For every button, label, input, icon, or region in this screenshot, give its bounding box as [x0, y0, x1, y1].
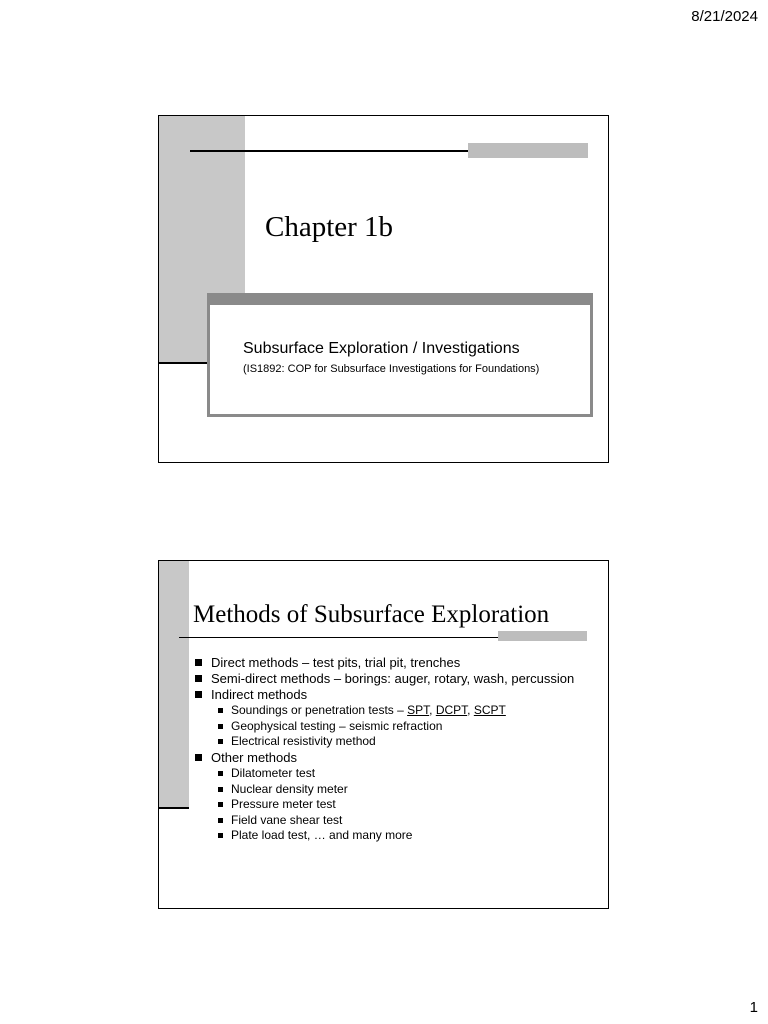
scpt-link[interactable]: SCPT	[473, 703, 506, 717]
geophysical-text: Geophysical testing – seismic refraction	[231, 718, 443, 733]
list-item	[195, 687, 595, 749]
list-item	[195, 671, 595, 686]
list-item	[211, 703, 595, 718]
square-bullet-icon	[218, 739, 223, 744]
slide-chapter-title	[158, 115, 609, 463]
list-item	[211, 782, 595, 797]
other-item-text: Field vane shear test	[231, 812, 343, 827]
slide-title: Chapter 1b	[265, 211, 394, 243]
electrical-text: Electrical resistivity method	[231, 734, 376, 748]
subtitle-box	[207, 293, 593, 417]
spt-link[interactable]: SPT	[407, 703, 430, 717]
other-sublist	[211, 766, 595, 843]
separator: ,	[467, 703, 474, 717]
list-item	[211, 813, 595, 828]
decorative-left-rule	[159, 362, 209, 364]
square-bullet-icon	[218, 771, 223, 776]
square-bullet-icon	[218, 787, 223, 792]
other-item-text: Nuclear density meter	[231, 781, 348, 796]
separator: ,	[429, 703, 436, 717]
list-item	[211, 734, 595, 749]
list-item	[195, 750, 595, 843]
list-item	[211, 766, 595, 781]
indirect-sublist	[211, 703, 595, 749]
other-item-text: Plate load test, … and many more	[231, 828, 413, 842]
square-bullet-icon	[218, 708, 223, 713]
square-bullet-icon	[195, 754, 202, 761]
bullet-indirect: Indirect methods	[211, 687, 308, 702]
list-item	[211, 828, 595, 843]
list-item	[195, 655, 595, 670]
square-bullet-icon	[195, 659, 202, 666]
slide-reference: (IS1892: COP for Subsurface Investigations for Foundations)	[243, 363, 540, 375]
other-item-text: Dilatometer test	[231, 766, 316, 780]
slide-title: Methods of Subsurface Exploration	[193, 601, 550, 628]
decorative-gray-column	[159, 561, 189, 809]
square-bullet-icon	[195, 691, 202, 698]
print-date: 8/21/2024	[691, 8, 758, 25]
methods-list	[195, 655, 595, 844]
list-item	[211, 719, 595, 734]
bullet-semi-direct: Semi-direct methods – borings: auger, rotary, wash, percussion	[211, 671, 575, 686]
page-number: 1	[749, 999, 758, 1016]
square-bullet-icon	[218, 833, 223, 838]
bullet-other: Other methods	[211, 750, 297, 765]
square-bullet-icon	[218, 724, 223, 729]
slide-subtitle: Subsurface Exploration / Investigations	[243, 340, 520, 357]
other-item-text: Pressure meter test	[231, 797, 336, 811]
decorative-left-rule	[159, 807, 189, 809]
square-bullet-icon	[218, 802, 223, 807]
decorative-title-bar	[498, 631, 587, 641]
list-item	[211, 797, 595, 812]
bullet-direct: Direct methods – test pits, trial pit, trenches	[211, 655, 461, 670]
square-bullet-icon	[195, 675, 202, 682]
dcpt-link[interactable]: DCPT	[435, 703, 468, 717]
slide-methods	[158, 560, 609, 909]
soundings-text: Soundings or penetration tests –	[231, 703, 408, 717]
decorative-top-bar	[468, 143, 588, 158]
square-bullet-icon	[218, 818, 223, 823]
